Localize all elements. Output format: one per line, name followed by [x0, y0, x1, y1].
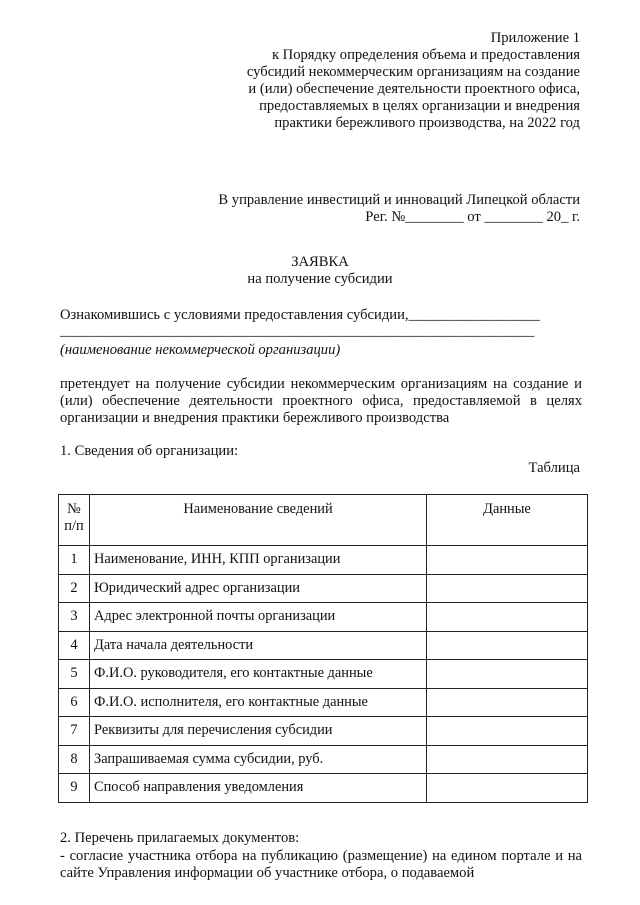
row-value — [427, 631, 588, 660]
reg-from: от — [467, 209, 481, 225]
purpose-paragraph: претендует на получение субсидии некоммерческим организациям на создание и (или) обеспечение деятельности проектного офиса, предоставляемой в целях организации и внедрения практики бережливого производства — [60, 376, 582, 426]
row-number: 5 — [59, 660, 90, 689]
table-row — [59, 660, 588, 689]
row-number: 2 — [59, 574, 90, 603]
appendix-line: к Порядку определения объема и предоставления — [271, 47, 580, 63]
appendix-block — [160, 30, 580, 132]
document-title: ЗАЯВКА — [291, 254, 349, 270]
section1-title: 1. Сведения об организации: — [60, 443, 239, 459]
registration-line — [120, 209, 580, 226]
recipient-block — [120, 192, 580, 226]
row-name: Реквизиты для перечисления субсидии — [90, 717, 427, 746]
table-row — [59, 546, 588, 575]
table-row — [59, 603, 588, 632]
row-number: 6 — [59, 688, 90, 717]
row-name: Наименование, ИНН, КПП организации — [90, 546, 427, 575]
row-number: 4 — [59, 631, 90, 660]
row-value — [427, 660, 588, 689]
intro-text: Ознакомившись с условиями предоставления субсидии, — [60, 307, 409, 323]
reg-year-blank: _ — [561, 209, 569, 225]
row-value — [427, 574, 588, 603]
reg-prefix: Рег. № — [365, 209, 406, 225]
table-row — [59, 717, 588, 746]
row-name: Запрашиваемая сумма субсидии, руб. — [90, 745, 427, 774]
row-number: 7 — [59, 717, 90, 746]
organization-name-blank: _________________________________________________________________ — [60, 323, 535, 339]
table-row — [59, 631, 588, 660]
table-row — [59, 574, 588, 603]
row-value — [427, 546, 588, 575]
table-row — [59, 688, 588, 717]
recipient-line: В управление инвестиций и инноваций Липецкой области — [218, 192, 580, 208]
header-name: Наименование сведений — [90, 495, 427, 546]
row-name: Ф.И.О. руководителя, его контактные данные — [90, 660, 427, 689]
row-number: 3 — [59, 603, 90, 632]
row-value — [427, 603, 588, 632]
section2-title: 2. Перечень прилагаемых документов: — [60, 830, 300, 846]
organization-info-table — [58, 494, 588, 803]
row-name: Юридический адрес организации — [90, 574, 427, 603]
reg-year-suffix: г. — [568, 209, 580, 225]
table-label: Таблица — [528, 460, 580, 476]
section2-item: - согласие участника отбора на публикацию (размещение) на едином портале и на сайте Управления информации об участнике отбора, о подаваемой — [60, 848, 582, 881]
row-name: Адрес электронной почты организации — [90, 603, 427, 632]
document-subtitle: на получение субсидии — [247, 271, 393, 287]
header-number: № п/п — [59, 495, 90, 546]
organization-caption: (наименование некоммерческой организации) — [60, 342, 341, 358]
row-name: Ф.И.О. исполнителя, его контактные данные — [90, 688, 427, 717]
reg-number-blank: ________ — [405, 209, 464, 225]
table-header-row — [59, 495, 588, 546]
appendix-line: субсидий некоммерческим организациям на создание — [246, 64, 580, 80]
row-value — [427, 745, 588, 774]
row-value — [427, 717, 588, 746]
row-number: 8 — [59, 745, 90, 774]
intro-line — [60, 307, 580, 324]
row-value — [427, 774, 588, 803]
reg-year-prefix: 20 — [546, 209, 562, 225]
appendix-line: практики бережливого производства, на 2022 год — [274, 115, 580, 131]
appendix-line: предоставляемых в целях организации и внедрения — [259, 98, 580, 114]
table-row — [59, 774, 588, 803]
row-number: 1 — [59, 546, 90, 575]
appendix-line: и (или) обеспечение деятельности проектного офиса, — [248, 81, 580, 97]
row-number: 9 — [59, 774, 90, 803]
table-row — [59, 745, 588, 774]
intro-blank: __________________ — [408, 307, 540, 323]
row-name: Дата начала деятельности — [90, 631, 427, 660]
reg-date-blank: ________ — [484, 209, 543, 225]
row-name: Способ направления уведомления — [90, 774, 427, 803]
header-value: Данные — [427, 495, 588, 546]
row-value — [427, 688, 588, 717]
appendix-title: Приложение 1 — [490, 30, 580, 46]
